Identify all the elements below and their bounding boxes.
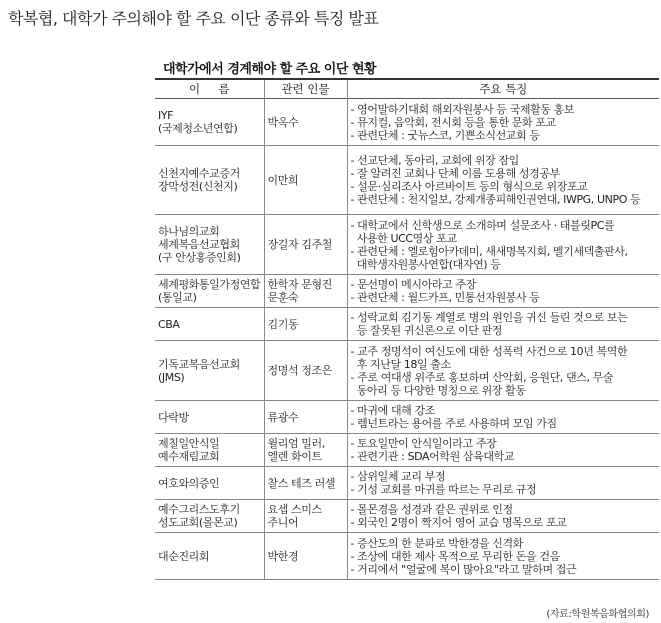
cell-name-line: 다락방 xyxy=(158,410,189,424)
cell-features-line: - 관련단체 : 월드카프, 민통선자원봉사 등 xyxy=(350,291,540,304)
table-row xyxy=(155,341,659,401)
cell-features xyxy=(347,533,659,580)
cell-person-line: 정명석 정조은 xyxy=(267,364,332,377)
cell-person xyxy=(264,215,347,275)
cell-person-line: 장길자 김주철 xyxy=(267,238,332,251)
cell-features xyxy=(347,308,659,341)
cell-name-line: 세계복음선교협회 xyxy=(158,238,240,251)
cell-person xyxy=(264,341,347,401)
cell-person-line: 주니어 xyxy=(267,516,299,529)
table-row xyxy=(155,215,659,275)
cell-features-line: 사용한 UCC영상 포교 xyxy=(350,231,457,245)
cell-features xyxy=(347,99,659,146)
cell-features-line: - 뮤지컬, 음악회, 전시회 등을 통한 문화 포교 xyxy=(350,115,556,129)
cell-person xyxy=(264,275,347,308)
cell-features-line: - 몰몬경을 성경과 같은 권위로 인정 xyxy=(350,503,513,516)
source-note: (자료:학원복음화협의회) xyxy=(546,609,649,620)
cell-features-line: - 문선명이 메시아라고 주장 xyxy=(350,278,476,291)
cell-features-line: 등 잘못된 귀신론으로 이단 판정 xyxy=(350,324,503,337)
cell-person-line: 류광수 xyxy=(267,410,299,424)
cell-name-line: IYF xyxy=(158,109,174,122)
cell-features xyxy=(347,500,659,533)
table-row xyxy=(155,533,659,580)
cell-features-line: 동아리 등 다양한 명칭으로 위장 활동 xyxy=(350,383,526,397)
table-row xyxy=(155,467,659,500)
cell-person xyxy=(264,500,347,533)
cell-name xyxy=(155,275,264,308)
table-header-row xyxy=(155,79,659,99)
cell-person-line: 김기동 xyxy=(267,317,299,331)
cell-name xyxy=(155,99,264,146)
table-row xyxy=(155,99,659,146)
cell-person xyxy=(264,146,347,215)
cell-features xyxy=(347,467,659,500)
cell-name-line: 성도교회(몰몬교) xyxy=(158,516,238,529)
cell-person-line: 한학자 문형진 xyxy=(267,278,332,291)
cell-features-line: - 잘 알려진 교회나 단체 이름 도용해 성경공부 xyxy=(350,167,560,180)
cell-person-line: 찰스 테즈 러셀 xyxy=(267,476,336,490)
cell-features-line: - 대학교에서 신학생으로 소개하며 설문조사 · 태블릿PC를 xyxy=(350,218,615,232)
cell-features-line: - 관련단체 : 굿뉴스코, 기쁜소식선교회 등 xyxy=(350,128,540,142)
cell-name-line: 제칠일안식일 xyxy=(158,437,220,450)
cell-name xyxy=(155,401,264,434)
cell-features-line: - 외국인 2명이 짝지어 영어 교습 명목으로 포교 xyxy=(350,516,567,529)
heresy-table xyxy=(155,78,659,580)
cell-name xyxy=(155,308,264,341)
headline: 학복협, 대학가 주의해야 할 주요 이단 종류와 특징 발표 xyxy=(8,9,379,28)
table-row xyxy=(155,275,659,308)
header-person: 관련 인물 xyxy=(264,79,347,99)
cell-features-line: - 토요일만이 안식일이라고 주장 xyxy=(350,437,497,450)
cell-features-line: - 조상에 대한 제사 목적으로 무리한 돈을 걷음 xyxy=(350,549,560,563)
cell-person xyxy=(264,308,347,341)
cell-name-line: 신천지예수교증거 xyxy=(158,167,240,180)
table-row xyxy=(155,308,659,341)
cell-features xyxy=(347,341,659,401)
cell-name-line: (구 안상홍증인회) xyxy=(158,251,241,264)
cell-name-line: (JMS) xyxy=(158,370,185,384)
cell-name-line: 기독교복음선교회 xyxy=(158,357,240,371)
cell-name xyxy=(155,500,264,533)
cell-person-line: 요셉 스미스 xyxy=(267,503,322,516)
cell-features-line: - 증산도의 한 분파로 박한경을 신격화 xyxy=(350,536,523,550)
cell-features-line: - 영어말하기대회 해외자원봉사 등 국제활동 홍보 xyxy=(350,102,575,116)
cell-features-line: - 관련단체 : 천지일보, 강제개종피해인권연대, IWPG, UNPO 등 xyxy=(350,193,641,206)
cell-name-line: 대순진리회 xyxy=(158,549,210,563)
cell-features-line: - 관련단체 : 엘로힘아카데미, 새새명복지회, 멜기세덱출판사, xyxy=(350,244,628,258)
cell-name-line: (국제청소년연합) xyxy=(158,122,238,135)
cell-name-line: 세계평화통일가정연합 xyxy=(158,278,261,291)
cell-features-line: - 거리에서 "얼굴에 복이 많아요"라고 말하며 접근 xyxy=(350,562,577,576)
cell-features-line: - 마귀에 대해 강조 xyxy=(350,404,435,417)
cell-name-line: 예수재림교회 xyxy=(158,450,220,463)
cell-name-line: 여호와의증인 xyxy=(158,476,220,490)
cell-name xyxy=(155,146,264,215)
cell-features-line: - 렘넌트라는 용어를 주로 사용하며 모임 가짐 xyxy=(350,417,557,430)
table-row xyxy=(155,500,659,533)
cell-name-line: (통일교) xyxy=(158,291,197,304)
cell-features-line: - 삼위일체 교리 부정 xyxy=(350,470,446,483)
cell-features-line: - 성락교회 김기동 계열로 병의 원인을 귀신 들린 것으로 보는 xyxy=(350,311,628,324)
cell-features-line: - 교주 정명석이 여신도에 대한 성폭력 사건으로 10년 복역한 xyxy=(350,344,628,358)
cell-features xyxy=(347,401,659,434)
cell-name xyxy=(155,215,264,275)
cell-person xyxy=(264,99,347,146)
cell-name-line: 예수그리스도후기 xyxy=(158,503,240,516)
cell-features-line: - 기성 교회를 마귀를 따르는 무리로 규정 xyxy=(350,483,537,496)
cell-features xyxy=(347,275,659,308)
cell-features xyxy=(347,146,659,215)
cell-features xyxy=(347,434,659,467)
table-title: 대학가에서 경계해야 할 주요 이단 현황 xyxy=(163,62,377,77)
cell-name xyxy=(155,533,264,580)
cell-person-line: 엘렌 화이트 xyxy=(267,450,322,463)
cell-features xyxy=(347,215,659,275)
cell-person xyxy=(264,533,347,580)
cell-features-line: 대학생자원봉사연합(대자연) 등 xyxy=(350,257,501,271)
cell-person-line: 박옥수 xyxy=(267,115,299,129)
cell-name xyxy=(155,467,264,500)
cell-features-line: - 관련기관 : SDA어학원 삼육대학교 xyxy=(350,450,515,463)
header-name: 이 름 xyxy=(155,79,264,99)
cell-person-line: 박한경 xyxy=(267,549,299,563)
cell-features-line: - 선교단체, 동아리, 교회에 위장 잠입 xyxy=(350,154,519,167)
cell-name-line: CBA xyxy=(158,317,180,331)
table-row xyxy=(155,146,659,215)
cell-person xyxy=(264,401,347,434)
cell-features-line: - 주로 여대생 위주로 홍보하며 산악회, 응원단, 댄스, 무술 xyxy=(350,370,614,384)
cell-name-line: 장막성전(신천지) xyxy=(158,180,238,193)
cell-person xyxy=(264,434,347,467)
table-row xyxy=(155,434,659,467)
header-features: 주요 특징 xyxy=(479,82,528,96)
cell-name-line: 하나님의교회 xyxy=(158,225,220,238)
cell-person xyxy=(264,467,347,500)
cell-features-line: 후 지난달 18일 출소 xyxy=(350,357,451,371)
cell-name xyxy=(155,434,264,467)
cell-features-line: - 설문·심리조사 아르바이트 등의 형식으로 위장포교 xyxy=(350,180,588,193)
cell-person-line: 윌리엄 밀러, xyxy=(267,437,325,450)
table-row xyxy=(155,401,659,434)
cell-name xyxy=(155,341,264,401)
cell-person-line: 문훈숙 xyxy=(267,291,299,304)
cell-person-line: 이만희 xyxy=(267,173,299,187)
